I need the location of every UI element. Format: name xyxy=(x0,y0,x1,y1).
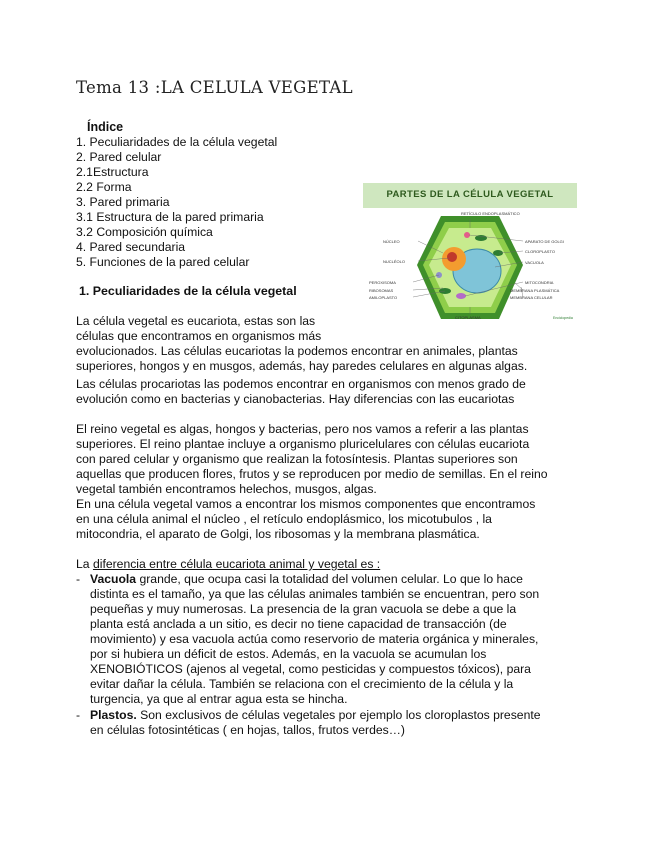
list-term: Vacuola xyxy=(90,572,137,586)
list-line: por si hubiera un déficit de estos. Además, en la vacuola se acumulan los xyxy=(90,647,487,661)
list-line: distinta es el tamaño, ya que las células animales también se encuentran, pero son xyxy=(90,587,540,601)
paragraph-line: superiores, hongos y en musgos, además, hay paredes celulares en algunas algas. xyxy=(76,359,528,373)
plant-cell-illustration xyxy=(363,183,577,326)
list-line: pequeñas y muy numerosas. La presencia de la gran vacuola se debe a que la xyxy=(90,602,517,616)
paragraph-line: mitocondria, el aparato de Golgi, los ribosomas y la membrana plasmática. xyxy=(76,527,480,541)
paragraph-line: vegetal también encontramos helechos, musgos, algas. xyxy=(76,482,377,496)
paragraph-line: células que encontramos en organismos más xyxy=(76,329,322,343)
paragraph xyxy=(76,314,527,374)
list-item xyxy=(76,572,539,707)
index-item: 3. Pared primaria xyxy=(76,195,170,209)
index-item: 2. Pared celular xyxy=(76,150,162,164)
paragraph-line: Las células procariotas las podemos encontrar en organismos con menos grado de xyxy=(76,377,526,391)
list-line: movimiento) y esa vacuola actúa como reservorio de materia orgánica y minerales, xyxy=(90,632,539,646)
index-item: 2.1Estructura xyxy=(76,165,149,179)
label-amyloplast: AMILOPLASTO xyxy=(369,295,398,300)
list-item xyxy=(76,708,541,738)
list-line: en células fotosintéticas ( en hojas, tallos, frutos verdes…) xyxy=(90,723,405,737)
paragraph-line: en una célula animal el núcleo , el retículo endoplásmico, los micotubulos , la xyxy=(76,512,492,526)
label-mitochondria: MITOCONDRIA xyxy=(525,280,554,285)
index-item: 1. Peculiaridades de la célula vegetal xyxy=(76,135,278,149)
list-text: grande, que ocupa casi la totalidad del volumen celular. Lo que lo hace xyxy=(136,572,523,586)
label-cytoplasm: CITOPLASMA xyxy=(455,315,481,320)
label-cell-membrane: MEMBRANA CELULAR xyxy=(510,295,553,300)
label-golgi: APARATO DE GOLGI xyxy=(525,239,564,244)
index-item: 3.1 Estructura de la pared primaria xyxy=(76,210,264,224)
label-nucleus: NÚCLEO xyxy=(383,239,400,244)
paragraph-line: evolucionados. Las células eucariotas la podemos encontrar en animales, plantas xyxy=(76,344,518,358)
list-line: turgencia, ya que al entrar agua esta se hincha. xyxy=(90,692,348,706)
label-peroxisome: PEROXISOMA xyxy=(369,280,396,285)
paragraph-line: con pared celular y organismo que realizan la fotosíntesis. Plantas superiores son xyxy=(76,452,518,466)
label-vacuole: VACUOLA xyxy=(525,260,544,265)
paragraph-line: El reino vegetal es algas, hongos y bacterias, pero nos vamos a referir a las plantas xyxy=(76,422,529,436)
list-line: planta está anclada a un sitio, es decir no tiene capacidad de transacción (de xyxy=(90,617,507,631)
list-term: Plastos. xyxy=(90,708,137,722)
figure-logo: Enciclopedia xyxy=(553,316,573,320)
index-item: 2.2 Forma xyxy=(76,180,132,194)
label-reticulum: RETÍCULO ENDOPLASMÁTICO xyxy=(461,211,520,216)
label-plasma-membrane: MEMBRANA PLASMÁTICA xyxy=(510,288,560,293)
label-ribosomes: RIBOSOMAS xyxy=(369,288,394,293)
document-title: Tema 13 :LA CELULA VEGETAL xyxy=(76,78,353,97)
nucleolus-shape xyxy=(447,252,457,262)
paragraph xyxy=(76,422,548,542)
mitochondria-shape xyxy=(456,293,466,299)
figure-title: PARTES DE LA CÉLULA VEGETAL xyxy=(386,189,554,200)
list-text: Son exclusivos de células vegetales por ejemplo los cloroplastos presente xyxy=(136,708,541,722)
label-chloroplast: CLOROPLASTO xyxy=(525,249,555,254)
paragraph xyxy=(76,557,380,572)
underlined-text: diferencia entre célula eucariota animal y vegetal es : xyxy=(92,557,381,571)
list-line: XENOBIÓTICOS (ajenos al vegetal, como pesticidas y compuestos tóxicos), para xyxy=(90,662,531,676)
index-item: 5. Funciones de la pared celular xyxy=(76,255,250,269)
index-heading: Índice xyxy=(87,120,124,134)
list-line: evitar dañar la célula. También se relaciona con el crecimiento de la célula y la xyxy=(90,677,514,691)
paragraph-text: La xyxy=(76,557,93,571)
plant-cell-figure xyxy=(363,183,577,326)
index-list xyxy=(76,135,277,270)
paragraph xyxy=(76,377,526,407)
paragraph-line: aquellas que producen flores, frutos y se reproducen por medio de semillas. En el reino xyxy=(76,467,548,481)
paragraph-line: La célula vegetal es eucariota, estas son las xyxy=(76,314,316,328)
paragraph-line: En una célula vegetal vamos a encontrar los mismos componentes que encontramos xyxy=(76,497,536,511)
chloroplast-shape xyxy=(493,250,503,256)
index-item: 4. Pared secundaria xyxy=(76,240,186,254)
list-bullet: - xyxy=(76,708,81,722)
index-item: 3.2 Composición química xyxy=(76,225,213,239)
section-heading: 1. Peculiaridades de la célula vegetal xyxy=(79,284,297,298)
paragraph-line: superiores. El reino plantae incluye a organismo pluricelulares con células eucariota xyxy=(76,437,530,451)
list-bullet: - xyxy=(76,572,81,586)
paragraph-line: evolución como en bacterias y cianobacterias. Hay diferencias con las eucariotas xyxy=(76,392,515,406)
label-nucleolus: NUCLÉOLO xyxy=(383,259,406,264)
